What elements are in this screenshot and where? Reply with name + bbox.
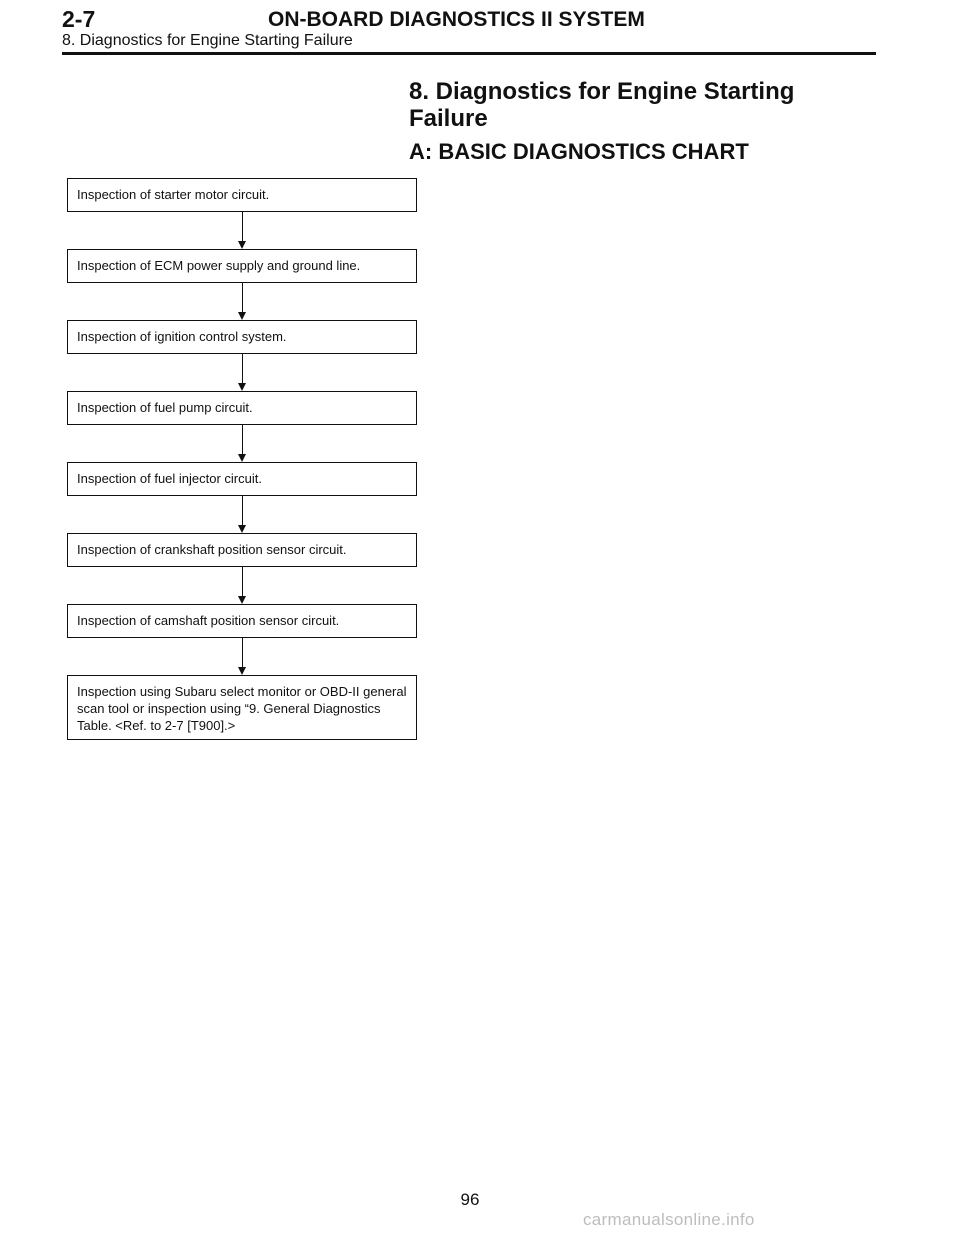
arrow-down-icon xyxy=(238,241,246,249)
header-subtitle: 8. Diagnostics for Engine Starting Failure xyxy=(62,32,353,49)
page-title: 8. Diagnostics for Engine Starting Failure xyxy=(409,78,795,132)
section-subtitle: A: BASIC DIAGNOSTICS CHART xyxy=(409,139,749,164)
arrow-down-icon xyxy=(238,383,246,391)
flow-connector xyxy=(242,425,243,454)
arrow-down-icon xyxy=(238,596,246,604)
flow-step-select-monitor: Inspection using Subaru select monitor or OBD-II general scan tool or inspection using “9. General Diagnostics Table. <Ref. to 2-7 [T900].> xyxy=(67,675,417,740)
watermark: carmanualsonline.info xyxy=(583,1210,755,1229)
flow-step-fuel-pump: Inspection of fuel pump circuit. xyxy=(67,391,417,425)
flow-connector xyxy=(242,567,243,596)
arrow-down-icon xyxy=(238,312,246,320)
header-divider xyxy=(62,52,876,55)
flow-step-camshaft-sensor: Inspection of camshaft position sensor circuit. xyxy=(67,604,417,638)
flow-step-fuel-injector: Inspection of fuel injector circuit. xyxy=(67,462,417,496)
flow-connector xyxy=(242,212,243,242)
flow-connector xyxy=(242,354,243,384)
arrow-down-icon xyxy=(238,525,246,533)
flow-step-ignition-control: Inspection of ignition control system. xyxy=(67,320,417,354)
flow-step-crankshaft-sensor: Inspection of crankshaft position sensor circuit. xyxy=(67,533,417,567)
arrow-down-icon xyxy=(238,454,246,462)
flow-connector xyxy=(242,496,243,525)
flow-step-starter-motor: Inspection of starter motor circuit. xyxy=(67,178,417,212)
flow-connector xyxy=(242,283,243,313)
arrow-down-icon xyxy=(238,667,246,675)
flow-connector xyxy=(242,638,243,667)
header-title: ON-BOARD DIAGNOSTICS II SYSTEM xyxy=(268,8,645,31)
flow-step-ecm-power: Inspection of ECM power supply and ground line. xyxy=(67,249,417,283)
page-number: 96 xyxy=(460,1190,480,1209)
section-code: 2-7 xyxy=(62,6,96,32)
